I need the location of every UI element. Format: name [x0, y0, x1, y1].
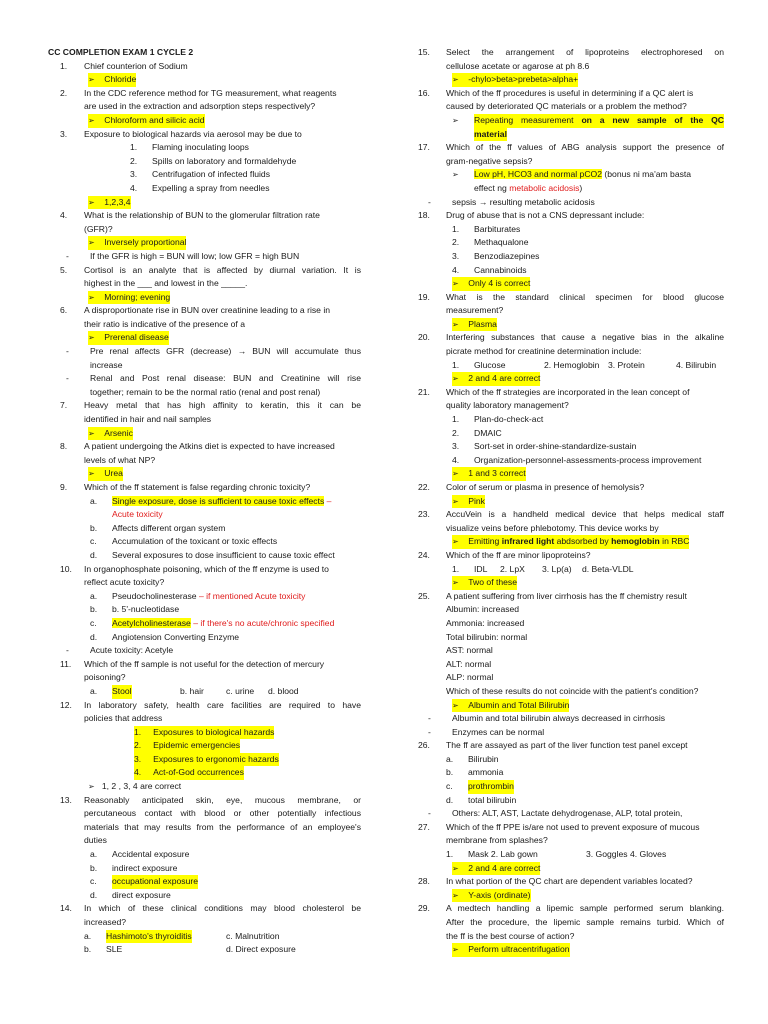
- option-10c: c. Acetylcholinesterase – if there's no acute/chronic specified: [90, 617, 335, 628]
- question-21: 21. Which of the ff strategies are incorporated in the lean concept of: [418, 386, 690, 397]
- question-16: 16. Which of the ff procedures is useful in determining if a QC alert is: [418, 87, 694, 98]
- answer-5: ➢ Morning; evening: [48, 291, 361, 305]
- question-7: 7. Heavy metal that has high affinity to keratin, this it can be: [60, 400, 361, 411]
- answer-15: ➢ -chylo>beta>prebeta>alpha+: [418, 73, 724, 87]
- answer-25: ➢ Albumin and Total Bilirubin: [418, 699, 724, 713]
- question-9: 9. Which of the ff statement is false regarding chronic toxicity?: [60, 482, 311, 492]
- arrow-bullet-icon: ➢: [452, 945, 459, 955]
- arrow-bullet-icon: ➢: [452, 578, 459, 588]
- arrow-bullet-icon: ➢: [88, 428, 95, 438]
- arrow-bullet-icon: ➢: [452, 537, 459, 547]
- answer-24: ➢ Two of these: [418, 576, 724, 590]
- question-27: 27. Which of the ff PPE is/are not used to prevent exposure of mucous: [418, 821, 700, 832]
- arrow-bullet-icon: ➢: [88, 782, 95, 792]
- right-column: 15. Select the arrangement of lipoproteins electrophoresed on cellulose acetate or agarose at ph 8.6 ➢ -chylo>beta>prebeta>alpha+ 16. Which of the ff procedures is useful in determining if a QC alert is caused by deteriorated QC materials or a problem the method? ➢ Repeating measurement on a new sample of the QC material 17. Which of the ff values of ABG analysis support the presence of gram-negative sepsis? ➢ Low pH, HCO3 and normal pCO2 (bonus ni ma'am basta effect ng metabolic acidosis) - sepsis → resulting metabolic acidosis 18. Drug of abuse that is not a CNS depressant include: 1. Barbiturates 2. Methaqualone 3. Benzodiazepines 4. Cannabinoids ➢ Only 4 is correct 19. What is the standard clinical specimen for blood glucose measurement? ➢ Plasma 20. Interfering substances that cause a negative bias in the alkaline picrate method for creatinine determination include: 1. Glucose 2. Hemoglobin 3. Protein 4. Bilirubin ➢ 2 and 4 are correct 21. Which of the ff strategies are incorporated in the lean concept of quality laboratory management? 1. Plan-do-check-act 2. DMAIC 3. Sort-set in order-shine-standardize-sustain 4. Organization-personnel-assessments-process improvement ➢ 1 and 3 correct 22. Color of serum or plasma in presence of hemolysis? ➢ Pink 23. AccuVein is a handheld medical device that helps medical staff visualize veins before phlebotomy. This device works by ➢ Emitting infrared light abdsorbed by hemoglobin in RBC 24. Which of the ff are minor lipoproteins? 1. IDL 2. LpX 3. Lp(a) d. Beta-VLDL ➢ Two of these 25. A patient suffering from liver cirrhosis has the ff chemistry result Albumin: increased Ammonia: increased Total bilirubin: normal AST: normal ALT: normal ALP: normal Which of these results do not coincide with the patient's condition? ➢ Albumin and Total Bilirubin - Albumin and total bilirubin always decreased in cirrhosis - Enzymes can be normal 26. The ff are assayed as part of the liver function test panel except a. Bilirubin b. ammonia c. prothrombin d. total bilirubin - Others: ALT, AST, Lactate dehydrogenase, ALP, total protein, 27. Which of the ff PPE is/are not used to prevent exposure of mucous membrane from splashes? 1. Mask 2. Lab gown 3. Goggles 4. Gloves ➢ 2 and 4 are correct 28. In what portion of the QC chart are dependent variables located? ➢ Y-axis (ordinate) 29. A medtech handling a lipemic sample performed serum blanking. After the procedure, the lipemic sample remains turbid. Which of the ff is the best course of action? ➢ Perform ultracentrifugation: [418, 46, 724, 957]
- note-26: - Others: ALT, AST, Lactate dehydrogenase, ALP, total protein,: [428, 808, 683, 819]
- option-26c: c. prothrombin: [418, 780, 724, 794]
- answer-17: ➢ Low pH, HCO3 and normal pCO2 (bonus ni ma'am basta: [418, 168, 724, 182]
- question-29: 29. A medtech handling a lipemic sample performed serum blanking.: [418, 903, 724, 914]
- note-17: - sepsis → resulting metabolic acidosis: [428, 196, 595, 207]
- question-12: 12. In laboratory safety, health care facilities are required to have: [60, 699, 361, 710]
- arrow-bullet-icon: ➢: [452, 115, 459, 125]
- arrow-bullet-icon: ➢: [452, 496, 459, 506]
- arrow-bullet-icon: ➢: [88, 469, 95, 479]
- arrow-bullet-icon: ➢: [452, 863, 459, 873]
- arrow-bullet-icon: ➢: [452, 890, 459, 900]
- question-8: 8. A patient undergoing the Atkins diet is expected to have increased: [60, 441, 335, 452]
- answer-8: ➢ Urea: [48, 467, 361, 481]
- arrow-bullet-icon: ➢: [452, 170, 459, 180]
- answer-16: ➢ Repeating measurement on a new sample of the QC: [418, 114, 724, 128]
- arrow-bullet-icon: ➢: [88, 75, 95, 85]
- question-1: 1. Chief counterion of Sodium: [60, 60, 188, 71]
- question-23: 23. AccuVein is a handheld medical device that helps medical staff: [418, 509, 724, 520]
- question-13: 13. Reasonably anticipated skin, eye, mucous membrane, or: [60, 794, 361, 805]
- arrow-bullet-icon: ➢: [88, 238, 95, 248]
- arrow-bullet-icon: ➢: [88, 292, 95, 302]
- option-14a: a. Hashimoto's thyroiditis c. Malnutrition: [48, 930, 361, 944]
- note-10: - Acute toxicity: Acetyle: [66, 645, 174, 656]
- question-2: 2. In the CDC reference method for TG measurement, what reagents: [60, 87, 337, 98]
- answer-21: ➢ 1 and 3 correct: [418, 467, 724, 481]
- question-19: 19. What is the standard clinical specimen for blood glucose: [418, 291, 724, 302]
- answer-18: ➢ Only 4 is correct: [418, 277, 724, 291]
- note-4: - If the GFR is high = BUN will low; low GFR = high BUN: [66, 250, 300, 261]
- question-11: 11. Which of the ff sample is not useful for the detection of mercury: [60, 658, 325, 669]
- arrow-bullet-icon: ➢: [452, 700, 459, 710]
- arrow-bullet-icon: ➢: [88, 333, 95, 343]
- answer-1: ➢ Chloride: [48, 73, 361, 87]
- question-20: 20. Interfering substances that cause a negative bias in the alkaline: [418, 332, 724, 343]
- answer-7: ➢ Arsenic: [48, 427, 361, 441]
- question-17: 17. Which of the ff values of ABG analysis support the presence of: [418, 142, 724, 153]
- left-column: CC COMPLETION EXAM 1 CYCLE 2 1. Chief counterion of Sodium ➢ Chloride 2. In the CDC reference method for TG measurement, what reagents are used in the extraction and adsorption steps respectively? ➢ Chloroform and silicic acid 3. Exposure to biological hazards via aerosol may be due to 1. Flaming inoculating loops 2. Spills on laboratory and formaldehyde 3. Centrifugation of infected fluids 4. Expelling a spray from needles ➢ 1,2,3,4 4. What is the relationship of BUN to the glomerular filtration rate (GFR)? ➢ Inversely proportional - If the GFR is high = BUN will low; low GFR = high BUN 5. Cortisol is an analyte that is affected by diurnal variation. It is highest in the ___ and lowest in the _____. ➢ Morning; evening 6. A disproportionate rise in BUN over creatinine leading to a rise in their ratio is indicative of the presence of a ➢ Prerenal disease - Pre renal affects GFR (decrease) → BUN will accumulate thus increase - Renal and Post renal disease: BUN and Creatinine will rise together; remain to be the normal ratio (renal and post renal) 7. Heavy metal that has high affinity to keratin, this it can be identified in hair and nail samples ➢ Arsenic 8. A patient undergoing the Atkins diet is expected to have increased levels of what NP? ➢ Urea 9. Which of the ff statement is false regarding chronic toxicity? a. Single exposure, dose is sufficient to cause toxic effects – Acute toxicity b. Affects different organ system c. Accumulation of the toxicant or toxic effects d. Several exposures to dose insufficient to cause toxic effect 10. In organophosphate poisoning, which of the ff enzyme is used to reflect acute toxicity? a. Pseudocholinesterase – if mentioned Acute toxicity b. b. 5'-nucleotidase c. Acetylcholinesterase – if there's no acute/chronic specified d. Angiotension Converting Enzyme - Acute toxicity: Acetyle 11. Which of the ff sample is not useful for the detection of mercury poisoning? a. Stool b. hair c. urine d. blood 12. In laboratory safety, health care facilities are required to have policies that address 1. Exposures to biological hazards 2. Epidemic emergencies 3. Exposures to ergonomic hazards 4. Act-of-God occurrences ➢ 1, 2 , 3, 4 are correct 13. Reasonably anticipated skin, eye, mucous membrane, or percutaneous contact with blood or other potentially infectious materials that may results from the performance of an employee's duties a. Accidental exposure b. indirect exposure c. occupational exposure d. direct exposure 14. In which of these clinical conditions may blood cholesterol be increased? a. Hashimoto's thyroiditis c. Malnutrition b. SLE d. Direct exposure: [48, 47, 361, 955]
- arrow-bullet-icon: ➢: [452, 319, 459, 329]
- answer-29: ➢ Perform ultracentrifugation: [418, 943, 724, 957]
- arrow-bullet-icon: ➢: [452, 75, 459, 85]
- arrow-bullet-icon: ➢: [452, 279, 459, 289]
- question-5: 5. Cortisol is an analyte that is affected by diurnal variation. It is: [60, 264, 361, 275]
- options-11: a. Stool b. hair c. urine d. blood: [48, 685, 361, 699]
- arrow-bullet-icon: ➢: [452, 469, 459, 479]
- answer-19: ➢ Plasma: [418, 318, 724, 332]
- question-18: 18. Drug of abuse that is not a CNS depressant include:: [418, 210, 645, 221]
- answer-2: ➢ Chloroform and silicic acid: [48, 114, 361, 128]
- question-3: 3. Exposure to biological hazards via aerosol may be due to: [60, 128, 302, 139]
- document-title: CC COMPLETION EXAM 1 CYCLE 2: [48, 47, 194, 57]
- answer-6: ➢ Prerenal disease: [48, 331, 361, 345]
- answer-23: ➢ Emitting infrared light abdsorbed by hemoglobin in RBC: [418, 535, 724, 549]
- option-9a: a. Single exposure, dose is sufficient to cause toxic effects –: [90, 495, 332, 506]
- note-6b: - Renal and Post renal disease: BUN and Creatinine will rise: [66, 373, 361, 384]
- answer-3: ➢ 1,2,3,4: [48, 196, 361, 210]
- question-28: 28. In what portion of the QC chart are dependent variables located?: [418, 876, 693, 887]
- question-25: 25. A patient suffering from liver cirrhosis has the ff chemistry result: [418, 590, 687, 601]
- answer-12: ➢ 1, 2 , 3, 4 are correct: [88, 781, 182, 792]
- arrow-bullet-icon: ➢: [88, 197, 95, 207]
- answer-4: ➢ Inversely proportional: [48, 236, 361, 250]
- note-6a: - Pre renal affects GFR (decrease) → BUN will accumulate thus: [66, 346, 361, 357]
- answer-22: ➢ Pink: [418, 495, 724, 509]
- note-25b: - Enzymes can be normal: [428, 726, 545, 737]
- question-24: 24. Which of the ff are minor lipoproteins?: [418, 549, 591, 560]
- answer-28: ➢ Y-axis (ordinate): [418, 889, 724, 903]
- arrow-bullet-icon: ➢: [452, 374, 459, 384]
- option-13c: c. occupational exposure: [48, 875, 361, 889]
- note-25a: - Albumin and total bilirubin always decreased in cirrhosis: [428, 713, 666, 724]
- question-10: 10. In organophosphate poisoning, which of the ff enzyme is used to: [60, 563, 329, 574]
- question-6: 6. A disproportionate rise in BUN over creatinine leading to a rise in: [60, 305, 331, 316]
- question-22: 22. Color of serum or plasma in presence of hemolysis?: [418, 482, 645, 492]
- question-14: 14. In which of these clinical conditions may blood cholesterol be: [60, 903, 361, 914]
- question-26: 26. The ff are assayed as part of the liver function test panel except: [418, 740, 688, 751]
- answer-27: ➢ 2 and 4 are correct: [418, 862, 724, 876]
- arrow-bullet-icon: ➢: [88, 115, 95, 125]
- question-4: 4. What is the relationship of BUN to the glomerular filtration rate: [60, 210, 320, 221]
- question-15: 15. Select the arrangement of lipoproteins electrophoresed on: [418, 47, 724, 57]
- answer-20: ➢ 2 and 4 are correct: [418, 372, 724, 386]
